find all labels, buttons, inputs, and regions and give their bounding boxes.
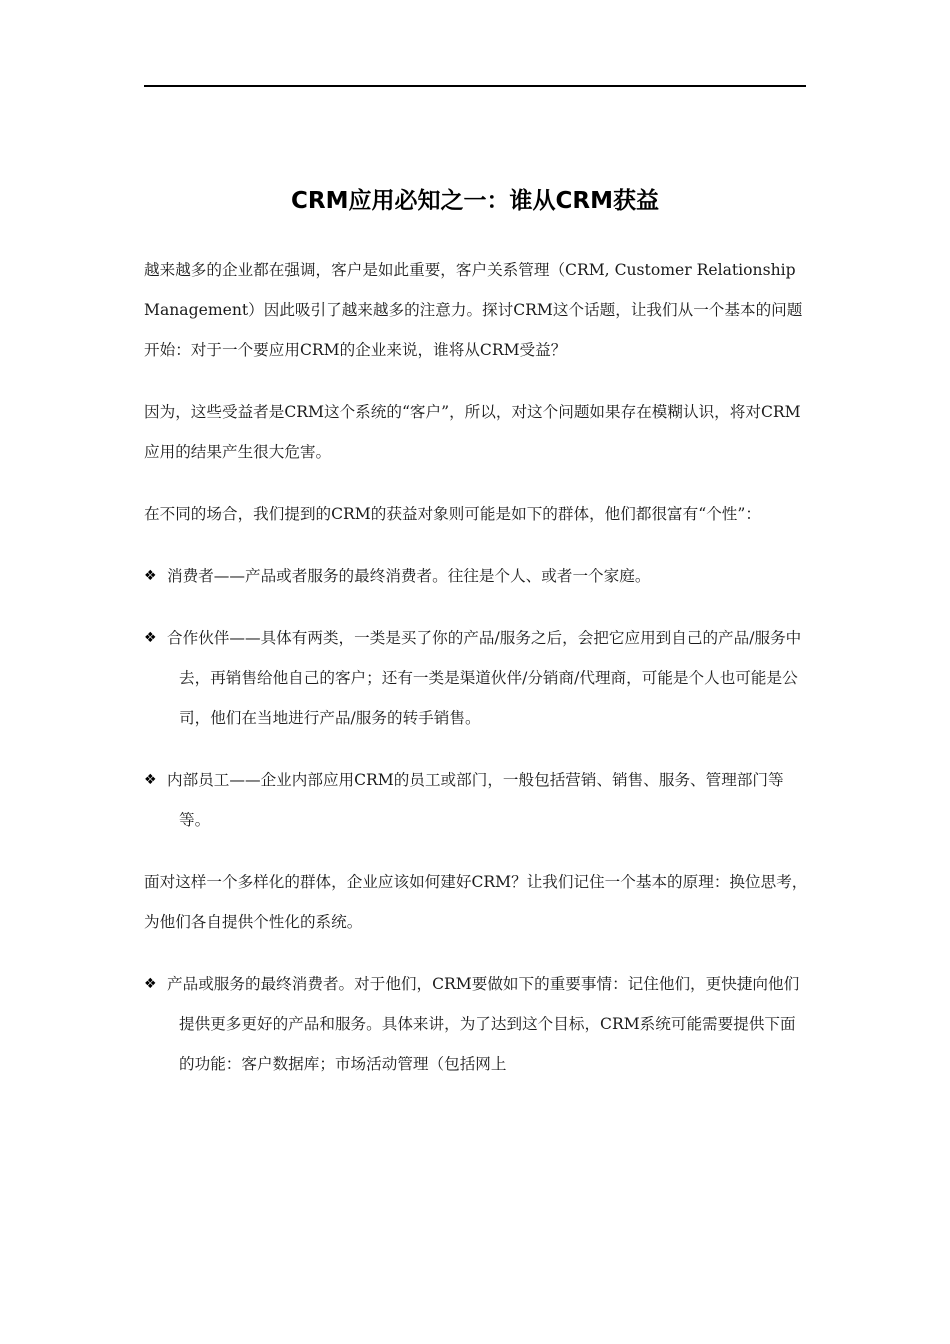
list-item-text: 内部员工——企业内部应用CRM的员工或部门，一般包括营销、销售、服务、管理部门等等。 — [167, 771, 784, 829]
list-item-consumer-detail — [144, 964, 808, 1084]
list-item-text: 消费者——产品或者服务的最终消费者。往往是个人、或者一个家庭。 — [167, 567, 651, 585]
paragraph-groups-intro: 在不同的场合，我们提到的CRM的获益对象则可能是如下的群体，他们都很富有“个性”： — [144, 505, 761, 523]
paragraph-summary: 面对这样一个多样化的群体，企业应该如何建好CRM？让我们记住一个基本的原理：换位思考，为他们各自提供个性化的系统。 — [144, 873, 808, 931]
document-title: CRM应用必知之一：谁从CRM获益 — [291, 188, 659, 214]
list-item-partner — [144, 618, 808, 738]
list-item-consumer — [144, 556, 808, 596]
diamond-bullet-icon: ❖ — [144, 630, 157, 646]
paragraph-intro: 越来越多的企业都在强调，客户是如此重要，客户关系管理（CRM, Customer Relationship Management）因此吸引了越来越多的注意力。探讨CRM这个话题，让我们从一个基本的问题开始：对于一个要应用CRM的企业来说，谁将从CRM受益？ — [144, 261, 803, 359]
paragraph-reason: 因为，这些受益者是CRM这个系统的“客户”，所以，对这个问题如果存在模糊认识，将对CRM应用的结果产生很大危害。 — [144, 403, 801, 461]
list-item-employee — [144, 760, 808, 840]
list-item-text: 产品或服务的最终消费者。对于他们，CRM要做如下的重要事情：记住他们，更快捷向他们提供更多更好的产品和服务。具体来讲，为了达到这个目标，CRM系统可能需要提供下面的功能：客户数据库；市场活动管理（包括网上 — [167, 975, 800, 1073]
diamond-bullet-icon: ❖ — [144, 772, 157, 788]
diamond-bullet-icon: ❖ — [144, 568, 157, 584]
list-item-text: 合作伙伴——具体有两类，一类是买了你的产品/服务之后，会把它应用到自己的产品/服务中去，再销售给他自己的客户；还有一类是渠道伙伴/分销商/代理商，可能是个人也可能是公司，他们在当地进行产品/服务的转手销售。 — [167, 629, 802, 727]
header-rule — [144, 85, 806, 87]
document-body — [144, 250, 808, 1106]
diamond-bullet-icon: ❖ — [144, 976, 157, 992]
